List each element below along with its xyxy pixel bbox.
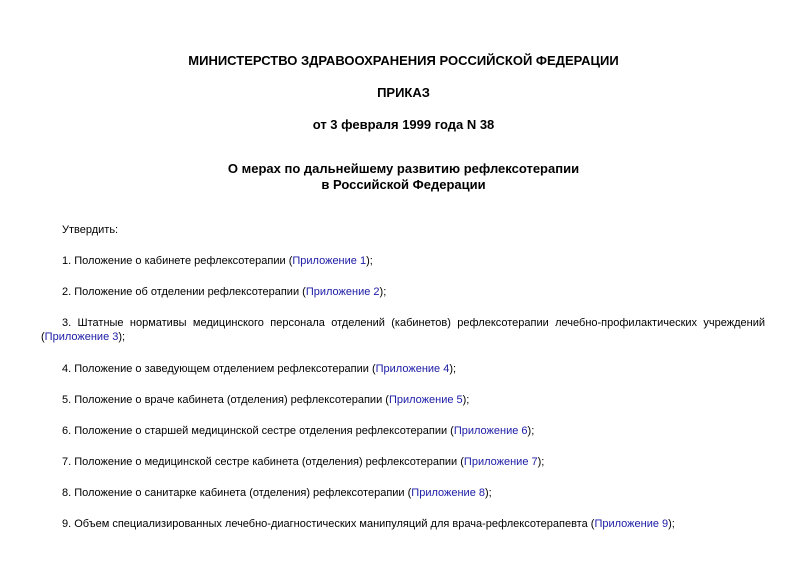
list-item bbox=[41, 486, 765, 500]
list-item-text: 3. Штатные нормативы медицинского персонала отделений (кабинетов) рефлексотерапии лечебно-профилактических учреждений ( bbox=[41, 317, 765, 343]
list-item-tail: ); bbox=[668, 518, 675, 530]
list-item bbox=[41, 362, 765, 376]
list-item-text: 4. Положение о заведующем отделением рефлексотерапии ( bbox=[62, 363, 376, 375]
list-item-tail: ); bbox=[527, 425, 535, 437]
list-item-tail: ); bbox=[118, 331, 126, 343]
list-item-tail: ); bbox=[379, 286, 387, 298]
list-item-text: 7. Положение о медицинской сестре кабинета (отделения) рефлексотерапии ( bbox=[62, 456, 464, 468]
appendix-link-3[interactable]: Приложение 3 bbox=[44, 331, 119, 343]
list-item bbox=[41, 424, 765, 438]
list-item-text: 9. Объем специализированных лечебно-диагностических манипуляций для врача-рефлексотерапевта ( bbox=[62, 518, 595, 530]
list-item-tail: ); bbox=[537, 456, 545, 468]
appendix-link-8[interactable]: Приложение 8 bbox=[411, 487, 485, 499]
list-item-tail: ); bbox=[462, 394, 470, 406]
appendix-link-2[interactable]: Приложение 2 bbox=[305, 286, 380, 298]
approve-label: Утвердить: bbox=[62, 224, 119, 236]
list-item-text: 6. Положение о старшей медицинской сестре отделения рефлексотерапии ( bbox=[62, 425, 454, 437]
document-title-line-1: О мерах по дальнейшему развитию рефлексотерапии bbox=[227, 161, 580, 176]
appendix-link-4[interactable]: Приложение 4 bbox=[375, 363, 450, 375]
list-item bbox=[41, 455, 765, 469]
appendix-link-9[interactable]: Приложение 9 bbox=[594, 518, 669, 530]
order-date: от 3 февраля 1999 года N 38 bbox=[312, 117, 495, 132]
list-item-text: 5. Положение о враче кабинета (отделения) рефлексотерапии ( bbox=[62, 394, 389, 406]
list-item bbox=[41, 285, 765, 299]
list-item-tail: ); bbox=[449, 363, 457, 375]
document-title-line-2: в Российской Федерации bbox=[321, 177, 486, 192]
order-heading: ПРИКАЗ bbox=[377, 85, 430, 100]
list-item bbox=[41, 393, 765, 407]
list-item bbox=[41, 517, 765, 531]
appendix-link-1[interactable]: Приложение 1 bbox=[292, 255, 367, 267]
document-title bbox=[0, 161, 807, 193]
ministry-heading: МИНИСТЕРСТВО ЗДРАВООХРАНЕНИЯ РОССИЙСКОЙ ФЕДЕРАЦИИ bbox=[188, 53, 619, 68]
appendix-link-5[interactable]: Приложение 5 bbox=[388, 394, 463, 406]
appendix-link-7[interactable]: Приложение 7 bbox=[463, 456, 538, 468]
list-item bbox=[41, 254, 765, 268]
list-item-text: 1. Положение о кабинете рефлексотерапии ( bbox=[62, 255, 293, 267]
list-item bbox=[41, 316, 765, 344]
list-item-text: 8. Положение о санитарке кабинета (отделения) рефлексотерапии ( bbox=[62, 487, 412, 499]
list-item-text: 2. Положение об отделении рефлексотерапии ( bbox=[62, 286, 306, 298]
list-item-tail: ); bbox=[366, 255, 373, 267]
list-item-tail: ); bbox=[485, 487, 492, 499]
appendix-link-6[interactable]: Приложение 6 bbox=[453, 425, 528, 437]
